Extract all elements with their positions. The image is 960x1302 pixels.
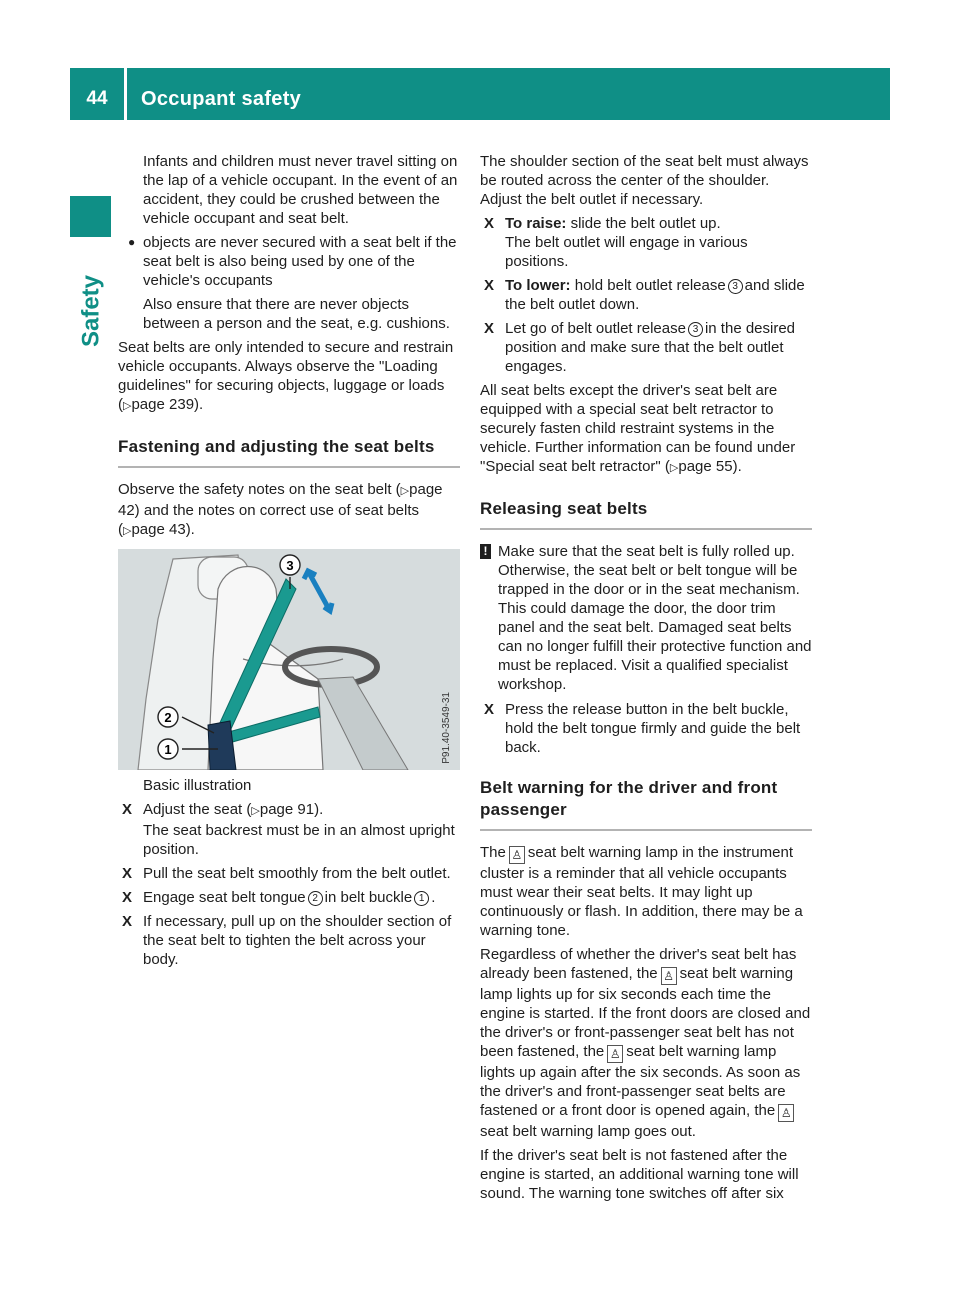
step-let-go: X Let go of belt outlet release 3 in the desired position and make sure that the belt outlet engages. [484, 320, 796, 375]
step-arrow-icon: X [122, 801, 133, 818]
callout-ref-2: 2 [308, 891, 323, 906]
step-tighten: X If necessary, pull up on the shoulder section of the seat belt to tighten the belt across your body. [122, 913, 452, 968]
seatbelt-illustration [118, 549, 460, 770]
warning-icon: ! [480, 544, 491, 559]
step-press-release: X Press the release button in the belt buckle, hold the belt tongue firmly and guide the belt back. [484, 701, 801, 756]
step-arrow-icon: X [122, 889, 133, 906]
figure-code: P91.40-3549-31 [441, 692, 452, 764]
objects-bullet-text: objects are never secured with a seat belt if the seat belt is also being used by one of the vehicle's occupants [143, 234, 457, 289]
callout-label-3: 3 [286, 558, 294, 573]
seatbelt-warning-icon: ♙ [661, 967, 677, 985]
page-number: 44 [86, 88, 108, 109]
step-engage-tongue: X Engage seat belt tongue 2 in belt buckle 1 . [122, 889, 436, 906]
step-arrow-icon: X [484, 215, 495, 232]
callout-ref-1: 1 [414, 891, 429, 906]
warning-lamp-para: The ♙ seat belt warning lamp in the instrument cluster is a reminder that all vehicle occupants must wear their seat belts. It may light up continuously or flash. In addition, there may be a warning tone. [480, 844, 803, 939]
seatbelt-warning-icon: ♙ [778, 1104, 794, 1122]
objects-bullet [118, 233, 460, 290]
all-belts-para: All seat belts except the driver's seat belt are equipped with a special seat belt retractor to securely fasten child restraint systems in the vehicle. Further information can be found under "Special seat belt retractor" (▷page 55). [480, 382, 796, 475]
header-separator [124, 68, 127, 120]
right-column [480, 152, 812, 1208]
shoulder-para: The shoulder section of the seat belt must always be routed across the center of the shoulder. Adjust the belt outlet if necessary. [480, 153, 809, 208]
step-arrow-icon: X [484, 701, 495, 718]
seatbelt-warning-icon: ♙ [509, 846, 525, 864]
seatbelt-warning-icon: ♙ [607, 1045, 623, 1063]
seatbelt-drawing [118, 549, 460, 770]
step-raise: X To raise: slide the belt outlet up. The belt outlet will engage in various positions. [484, 215, 748, 270]
step-pull-belt: X Pull the seat belt smoothly from the belt outlet. [122, 865, 451, 882]
section-tab [70, 246, 111, 376]
callout-ref-3: 3 [728, 279, 743, 294]
step-arrow-icon: X [484, 277, 495, 294]
step-arrow-icon: X [122, 865, 133, 882]
observe-para: Observe the safety notes on the seat belt (▷page 42) and the notes on correct use of seat belts (▷page 43). [118, 481, 443, 538]
page-link-42[interactable]: page 42) and the notes on correct use of seat belts ( [118, 481, 443, 538]
step-adjust-seat: X Adjust the seat (▷page 91). The seat backrest must be in an almost upright position. [122, 801, 455, 858]
bullet-icon: ● [128, 235, 136, 249]
heading-belt-warning: Belt warning for the driver and front passenger [480, 777, 812, 831]
reference-arrow-icon: ▷ [400, 485, 410, 497]
warning-note: ! Make sure that the seat belt is fully rolled up. Otherwise, the seat belt or belt tongue will be trapped in the door or in the seat mechanism. This could damage the door, the door trim panel and the seat belt. Damaged seat belts can no longer fulfill their protective function and must be replaced. Visit a qualified specialist workshop. [480, 542, 812, 694]
step-arrow-icon: X [484, 320, 495, 337]
callout-label-1: 1 [164, 742, 172, 757]
reference-arrow-icon: ▷ [669, 462, 679, 474]
section-tab-label: Safety [77, 274, 104, 348]
section-tab-marker [70, 196, 111, 237]
seatbelts-intended-para: Seat belts are only intended to secure and restrain vehicle occupants. Always observe the "Loading guidelines" for securing objects, luggage or loads (▷page 239). [118, 339, 454, 413]
warning-tone-para: If the driver's seat belt is not fastened after the engine is started, an additional warning tone will sound. The warning tone switches off after six [480, 1147, 799, 1202]
left-column [118, 152, 460, 974]
page-link-43[interactable]: page 43). [131, 521, 195, 538]
step-arrow-icon: X [122, 913, 133, 930]
page-link-55[interactable]: page 55). [678, 458, 742, 475]
infants-note: Infants and children must never travel sitting on the lap of a vehicle occupant. In the event of an accident, they could be crushed between the vehicle occupant and seat belt. [143, 153, 458, 227]
callout-ref-3: 3 [688, 322, 703, 337]
reference-arrow-icon: ▷ [123, 525, 132, 537]
regardless-para: Regardless of whether the driver's seat belt has already been fastened, the ♙ seat belt warning lamp lights up for six seconds each time the engine is started. If the front doors are closed and the driver's or front-passenger seat belt has not been fastened, the ♙ seat belt warning lamp lights up again after the six seconds. As soon as the driver's and front-passenger seat belts are fastened or a front door is opened again, the ♙seat belt warning lamp goes out. [480, 946, 811, 1140]
page-link-239[interactable]: page 239). [131, 396, 204, 413]
step-lower: X To lower: hold belt outlet release 3 and slide the belt outlet down. [484, 277, 805, 313]
heading-fastening: Fastening and adjusting the seat belts [118, 436, 460, 468]
figure-caption: Basic illustration [143, 777, 252, 794]
chapter-title: Occupant safety [141, 88, 302, 110]
callout-label-2: 2 [164, 710, 172, 725]
reference-arrow-icon: ▷ [251, 805, 260, 817]
reference-arrow-icon: ▷ [123, 400, 132, 412]
page-link-91[interactable]: page 91). [259, 801, 324, 818]
heading-releasing: Releasing seat belts [480, 498, 812, 530]
cushions-note: Also ensure that there are never objects between a person and the seat, e.g. cushions. [143, 296, 450, 332]
